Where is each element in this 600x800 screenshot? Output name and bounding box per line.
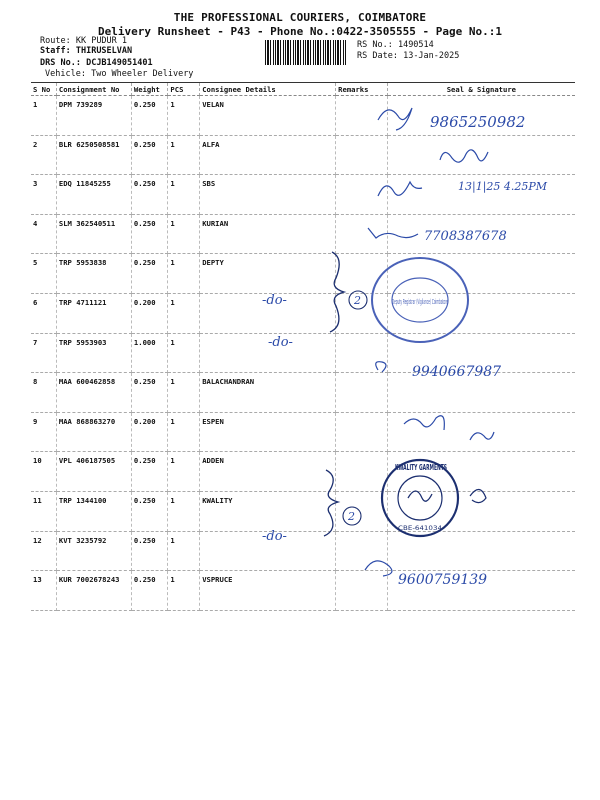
- cell-sno: 11: [31, 491, 56, 531]
- cell-consignee: ADDEN: [200, 452, 336, 492]
- cell-weight: 0.250: [131, 96, 168, 136]
- cell-consignment: DPM 739289: [56, 96, 131, 136]
- cell-consignee: KWALITY: [200, 491, 336, 531]
- cell-remarks: [336, 293, 388, 333]
- table-row: [31, 135, 575, 175]
- cell-signature: [387, 175, 575, 215]
- cell-weight: 1.000: [131, 333, 168, 373]
- cell-weight: 0.250: [131, 175, 168, 215]
- cell-pcs: 1: [168, 175, 200, 215]
- staff-value: THIRUSELVAN: [75, 46, 133, 56]
- cell-sno: 2: [31, 135, 56, 175]
- table-row: [31, 531, 575, 571]
- table-row: [31, 373, 575, 413]
- cell-consignment: MAA 600462858: [56, 373, 131, 413]
- cell-consignee: [200, 293, 336, 333]
- hw-circle-a: 2: [354, 294, 361, 307]
- cell-pcs: 1: [168, 373, 200, 413]
- cell-signature: [387, 452, 575, 492]
- cell-consignment: VPL 406187505: [56, 452, 131, 492]
- cell-weight: 0.250: [131, 491, 168, 531]
- cell-remarks: [336, 175, 388, 215]
- cell-remarks: [336, 491, 388, 531]
- rs-no-line: RS No.: 1490514: [357, 40, 434, 50]
- vehicle-value: Two Wheeler Delivery: [91, 69, 194, 79]
- cell-pcs: 1: [168, 96, 200, 136]
- cell-consignment: TRP 5953903: [56, 333, 131, 373]
- table-row: [31, 293, 575, 333]
- cell-sno: 8: [31, 373, 56, 413]
- rs-date-line: RS Date: 13-Jan-2025: [357, 51, 460, 61]
- svg-text:CBE-641034: CBE-641034: [398, 525, 443, 532]
- cell-remarks: [336, 135, 388, 175]
- hw-ditto-12: -do-: [262, 529, 287, 544]
- cell-remarks: [336, 531, 388, 571]
- delivery-table: [31, 82, 575, 611]
- cell-consignee: VSPRUCE: [200, 571, 336, 611]
- svg-text:KWALITY GARMENTS: KWALITY GARMENTS: [395, 463, 448, 472]
- hw-ditto-6: -do-: [262, 293, 287, 308]
- cell-pcs: 1: [168, 452, 200, 492]
- cell-remarks: [336, 373, 388, 413]
- cell-signature: [387, 412, 575, 452]
- svg-text:Deputy Registrar (Vigilance) C: Deputy Registrar (Vigilance) Coimbatore: [392, 298, 448, 306]
- cell-sno: 1: [31, 96, 56, 136]
- cell-consignment: KVT 3235792: [56, 531, 131, 571]
- table-row: [31, 96, 575, 136]
- cell-weight: 0.200: [131, 412, 168, 452]
- cell-consignment: TRP 4711121: [56, 293, 131, 333]
- cell-consignment: BLR 6250508581: [56, 135, 131, 175]
- cell-sno: 7: [31, 333, 56, 373]
- cell-pcs: 1: [168, 491, 200, 531]
- cell-remarks: [336, 333, 388, 373]
- drs-line: DRS No.: DCJB149051401: [40, 58, 153, 68]
- col-sno: S No: [31, 83, 56, 96]
- cell-sno: 9: [31, 412, 56, 452]
- cell-pcs: 1: [168, 333, 200, 373]
- table-row: [31, 333, 575, 373]
- cell-weight: 0.250: [131, 135, 168, 175]
- cell-remarks: [336, 96, 388, 136]
- cell-signature: [387, 293, 575, 333]
- cell-signature: [387, 214, 575, 254]
- cell-pcs: 1: [168, 214, 200, 254]
- cell-pcs: 1: [168, 412, 200, 452]
- cell-consignee: [200, 333, 336, 373]
- cell-signature: [387, 96, 575, 136]
- col-remarks: Remarks: [336, 83, 388, 96]
- hw-circle-b: 2: [348, 510, 355, 523]
- cell-sno: 3: [31, 175, 56, 215]
- vehicle-line: Vehicle: Two Wheeler Delivery: [45, 69, 194, 79]
- col-pcs: PCS: [168, 83, 200, 96]
- cell-consignee: BALACHANDRAN: [200, 373, 336, 413]
- cell-sno: 5: [31, 254, 56, 294]
- cell-signature: [387, 491, 575, 531]
- table-row: [31, 214, 575, 254]
- cell-sno: 4: [31, 214, 56, 254]
- cell-remarks: [336, 452, 388, 492]
- table-row: [31, 254, 575, 294]
- cell-signature: [387, 333, 575, 373]
- cell-consignment: TRP 5953838: [56, 254, 131, 294]
- hw-phone-13: 9600759139: [398, 572, 488, 588]
- company-title: THE PROFESSIONAL COURIERS, COIMBATORE: [173, 11, 427, 24]
- cell-pcs: 1: [168, 254, 200, 294]
- cell-pcs: 1: [168, 571, 200, 611]
- cell-remarks: [336, 254, 388, 294]
- cell-sno: 12: [31, 531, 56, 571]
- cell-signature: [387, 531, 575, 571]
- cell-weight: 0.250: [131, 373, 168, 413]
- cell-signature: [387, 373, 575, 413]
- cell-consignee: SBS: [200, 175, 336, 215]
- cell-consignee: ESPEN: [200, 412, 336, 452]
- col-signature: Seal & Signature: [387, 83, 575, 96]
- table-row: [31, 491, 575, 531]
- cell-weight: 0.250: [131, 452, 168, 492]
- hw-time-3: 13|1|25 4.25PM: [458, 180, 548, 193]
- cell-pcs: 1: [168, 135, 200, 175]
- table-row: [31, 571, 575, 611]
- runsheet-title: Delivery Runsheet - P43 - Phone No.:0422-3505555 - Page No.:1: [98, 25, 502, 38]
- drs-value: DCJB149051401: [86, 58, 153, 68]
- cell-sno: 13: [31, 571, 56, 611]
- route-line: Route: KK PUDUR 1: [40, 36, 128, 46]
- cell-signature: [387, 135, 575, 175]
- cell-pcs: 1: [168, 531, 200, 571]
- cell-consignment: TRP 1344100: [56, 491, 131, 531]
- table-row: [31, 452, 575, 492]
- hw-phone-4: 7708387678: [424, 229, 507, 244]
- cell-consignee: VELAN: [200, 96, 336, 136]
- table-header: [31, 83, 575, 96]
- cell-consignee: DEPTY: [200, 254, 336, 294]
- cell-weight: 0.200: [131, 293, 168, 333]
- cell-signature: [387, 254, 575, 294]
- hw-ditto-7: -do-: [268, 335, 293, 350]
- col-weight: Weight: [131, 83, 168, 96]
- cell-pcs: 1: [168, 293, 200, 333]
- route-value: KK PUDUR 1: [75, 36, 128, 46]
- cell-weight: 0.250: [131, 254, 168, 294]
- cell-remarks: [336, 214, 388, 254]
- cell-weight: 0.250: [131, 531, 168, 571]
- cell-consignment: EDQ 11845255: [56, 175, 131, 215]
- cell-remarks: [336, 412, 388, 452]
- hw-phone-1: 9865250982: [430, 113, 526, 131]
- cell-sno: 6: [31, 293, 56, 333]
- cell-consignee: [200, 531, 336, 571]
- cell-remarks: [336, 571, 388, 611]
- cell-weight: 0.250: [131, 214, 168, 254]
- table-row: [31, 412, 575, 452]
- staff-line: Staff: THIRUSELVAN: [40, 46, 133, 56]
- rs-no-value: 1490514: [397, 40, 434, 50]
- hw-phone-8: 9940667987: [412, 364, 502, 380]
- cell-consignee: KURIAN: [200, 214, 336, 254]
- cell-consignment: KUR 7002678243: [56, 571, 131, 611]
- cell-weight: 0.250: [131, 571, 168, 611]
- table-row: [31, 175, 575, 215]
- cell-consignment: MAA 868863270: [56, 412, 131, 452]
- barcode: [265, 40, 347, 65]
- cell-consignment: SLM 362540511: [56, 214, 131, 254]
- cell-consignee: ALFA: [200, 135, 336, 175]
- rs-date-value: 13-Jan-2025: [403, 51, 460, 61]
- cell-sno: 10: [31, 452, 56, 492]
- cell-signature: [387, 571, 575, 611]
- col-consignee: Consignee Details: [200, 83, 336, 96]
- col-consignment: Consignment No: [56, 83, 131, 96]
